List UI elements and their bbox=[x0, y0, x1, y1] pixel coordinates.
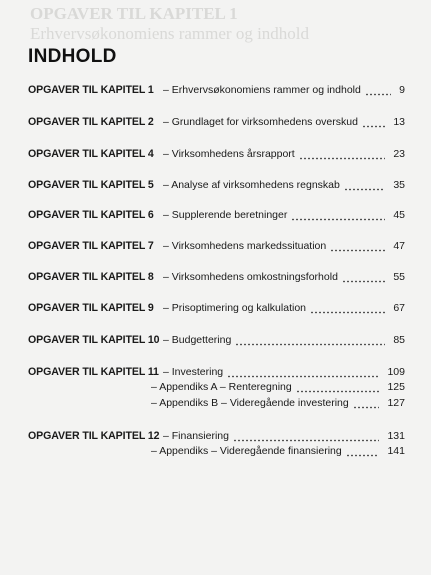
toc-entry-title: – Erhvervsøkonomiens rammer og indhold bbox=[163, 84, 361, 96]
dot-leader bbox=[233, 428, 379, 444]
toc-title-text: Appendiks A – Renteregning bbox=[159, 381, 292, 393]
toc-entry-title: – Analyse af virksomhedens regnskab bbox=[163, 179, 340, 191]
dot-leader bbox=[346, 443, 379, 459]
toc-chapter-label: OPGAVER TIL KAPITEL 11 bbox=[28, 366, 159, 378]
toc-entry bbox=[0, 114, 431, 130]
toc-entry-title: – Finansiering bbox=[163, 430, 229, 442]
toc-entry bbox=[0, 146, 431, 162]
page-title: INDHOLD bbox=[28, 46, 117, 67]
toc-page-number: 45 bbox=[393, 209, 405, 221]
toc-entry bbox=[0, 428, 431, 444]
toc-entry bbox=[0, 300, 431, 316]
toc-page-number: 13 bbox=[393, 116, 405, 128]
toc-chapter-label: OPGAVER TIL KAPITEL 10 bbox=[28, 334, 160, 346]
toc-entry-title: – Investering bbox=[163, 366, 224, 378]
toc-page-number: 47 bbox=[393, 240, 405, 252]
dot-leader bbox=[291, 207, 385, 223]
toc-entry-title: – Appendiks – Videregående finansiering bbox=[151, 445, 342, 457]
toc-page-number: 127 bbox=[387, 397, 405, 409]
toc-title-text: Virksomhedens årsrapport bbox=[171, 148, 295, 160]
toc-chapter-label: OPGAVER TIL KAPITEL 6 bbox=[28, 209, 154, 221]
toc-title-text: Virksomhedens markedssituation bbox=[171, 240, 327, 252]
toc-title-text: Grundlaget for virksomhedens overskud bbox=[171, 116, 358, 128]
dot-leader bbox=[344, 177, 385, 193]
toc-title-text: Analyse af virksomhedens regnskab bbox=[171, 179, 340, 191]
toc-entry bbox=[0, 364, 431, 380]
toc-page-number: 55 bbox=[393, 271, 405, 283]
toc-chapter-label: OPGAVER TIL KAPITEL 12 bbox=[28, 430, 160, 442]
dot-leader bbox=[227, 364, 379, 380]
toc-page-number: 131 bbox=[387, 430, 405, 442]
toc-title-text: Erhvervsøkonomiens rammer og indhold bbox=[171, 84, 361, 96]
toc-entry-title: – Virksomhedens årsrapport bbox=[163, 148, 295, 160]
dot-leader bbox=[362, 114, 385, 130]
dot-leader bbox=[330, 238, 385, 254]
dot-leader bbox=[342, 269, 385, 285]
toc-title-text: Supplerende beretninger bbox=[171, 209, 288, 221]
dot-leader bbox=[365, 82, 391, 98]
toc-entry-title: – Appendiks B – Videregående investering bbox=[151, 397, 349, 409]
toc-page-number: 141 bbox=[387, 445, 405, 457]
toc-entry-title: – Virksomhedens omkostningsforhold bbox=[163, 271, 338, 283]
toc-page-number: 125 bbox=[387, 381, 405, 393]
toc-title-text: Appendiks B – Videregående investering bbox=[159, 397, 349, 409]
toc-page-number: 35 bbox=[393, 179, 405, 191]
toc-entry bbox=[0, 177, 431, 193]
toc-chapter-label: OPGAVER TIL KAPITEL 5 bbox=[28, 179, 154, 191]
toc-chapter-label: OPGAVER TIL KAPITEL 4 bbox=[28, 148, 154, 160]
toc-entry bbox=[0, 207, 431, 223]
toc-title-text: Appendiks – Videregående finansiering bbox=[159, 445, 342, 457]
toc-page-number: 85 bbox=[393, 334, 405, 346]
toc-entry bbox=[0, 395, 431, 411]
toc-entry-title: – Grundlaget for virksomhedens overskud bbox=[163, 116, 358, 128]
toc-entry bbox=[0, 238, 431, 254]
toc-entry-title: – Appendiks A – Renteregning bbox=[151, 381, 292, 393]
toc-entry bbox=[0, 379, 431, 395]
toc-title-text: Prisoptimering og kalkulation bbox=[171, 302, 306, 314]
toc-page-number: 9 bbox=[399, 84, 405, 96]
toc-chapter-label: OPGAVER TIL KAPITEL 1 bbox=[28, 84, 154, 96]
dot-leader bbox=[296, 379, 379, 395]
toc-chapter-label: OPGAVER TIL KAPITEL 7 bbox=[28, 240, 154, 252]
dot-leader bbox=[235, 332, 385, 348]
toc-title-text: Virksomhedens omkostningsforhold bbox=[171, 271, 338, 283]
dot-leader bbox=[299, 146, 385, 162]
toc-chapter-label: OPGAVER TIL KAPITEL 8 bbox=[28, 271, 154, 283]
toc-page-number: 67 bbox=[393, 302, 405, 314]
toc-entry bbox=[0, 332, 431, 348]
toc-entry-title: – Budgettering bbox=[163, 334, 232, 346]
toc-entry bbox=[0, 82, 431, 98]
toc-chapter-label: OPGAVER TIL KAPITEL 9 bbox=[28, 302, 154, 314]
toc-entry bbox=[0, 269, 431, 285]
toc-entry-title: – Supplerende beretninger bbox=[163, 209, 288, 221]
toc-page-number: 23 bbox=[393, 148, 405, 160]
toc-title-text: Finansiering bbox=[171, 430, 229, 442]
toc-chapter-label: OPGAVER TIL KAPITEL 2 bbox=[28, 116, 154, 128]
toc-title-text: Budgettering bbox=[171, 334, 232, 346]
toc-entry-title: – Virksomhedens markedssituation bbox=[163, 240, 327, 252]
dot-leader bbox=[310, 300, 385, 316]
toc-entry bbox=[0, 443, 431, 459]
dot-leader bbox=[353, 395, 379, 411]
toc-entry-title: – Prisoptimering og kalkulation bbox=[163, 302, 306, 314]
toc-page-number: 109 bbox=[387, 366, 405, 378]
toc-title-text: Investering bbox=[171, 366, 224, 378]
